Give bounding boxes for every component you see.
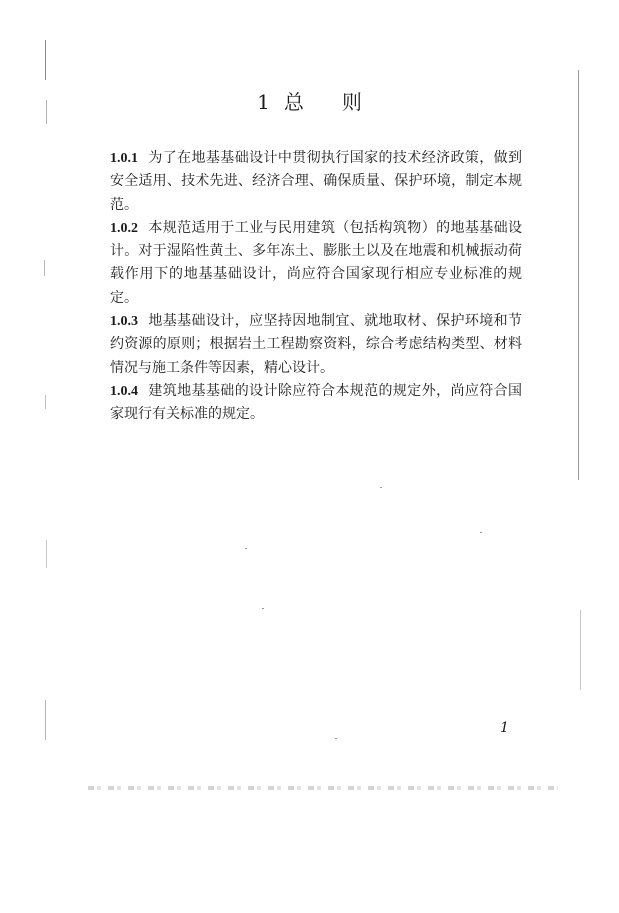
chapter-title-word: 则 [341, 90, 362, 114]
scan-bottom-artifact [88, 786, 558, 790]
clause-number: 1.0.3 [110, 314, 138, 330]
clause-text: 建筑地基基础的设计除应符合本规范的规定外，尚应符合国家现行有关标准的规定。 [110, 382, 522, 423]
clause-number: 1.0.2 [110, 220, 138, 236]
chapter-number: 1 [257, 90, 270, 114]
scan-artifact-line [578, 70, 579, 480]
chapter-title [0, 86, 619, 115]
scan-speck [380, 487, 382, 488]
scan-speck [480, 532, 482, 533]
clause-number: 1.0.4 [110, 383, 138, 399]
clause-1-0-1 [110, 147, 522, 217]
scan-artifact-line [580, 610, 581, 690]
scan-artifact-line [45, 40, 46, 80]
scan-artifact-line [45, 700, 46, 740]
scan-artifact-line [46, 540, 47, 568]
clause-1-0-2 [110, 217, 522, 310]
chapter-title-word: 总 [283, 90, 304, 114]
scan-speck [335, 738, 337, 739]
scan-speck [245, 548, 247, 549]
page-number: 1 [500, 720, 509, 736]
scan-artifact-line [44, 260, 45, 276]
clause-list [110, 147, 522, 427]
scan-artifact-line [45, 395, 46, 409]
clause-text: 地基基础设计，应坚持因地制宜、就地取材、保护环境和节约资源的原则；根据岩土工程勘察资料，综合考虑结构类型、材料情况与施工条件等因素，精心设计。 [110, 313, 522, 376]
clause-text: 本规范适用于工业与民用建筑（包括构筑物）的地基基础设计。对于湿陷性黄土、多年冻土、膨胀土以及在地震和机械振动荷载作用下的地基基础设计，尚应符合国家现行相应专业标准的规定。 [110, 219, 522, 306]
clause-number: 1.0.1 [110, 151, 138, 166]
clause-1-0-3 [110, 310, 522, 380]
scan-speck [262, 608, 264, 609]
clause-text: 为了在地基基础设计中贯彻执行国家的技术经济政策，做到安全适用、技术先进、经济合理、确保质量、保护环境，制定本规范。 [110, 150, 522, 213]
clause-1-0-4 [110, 380, 522, 427]
